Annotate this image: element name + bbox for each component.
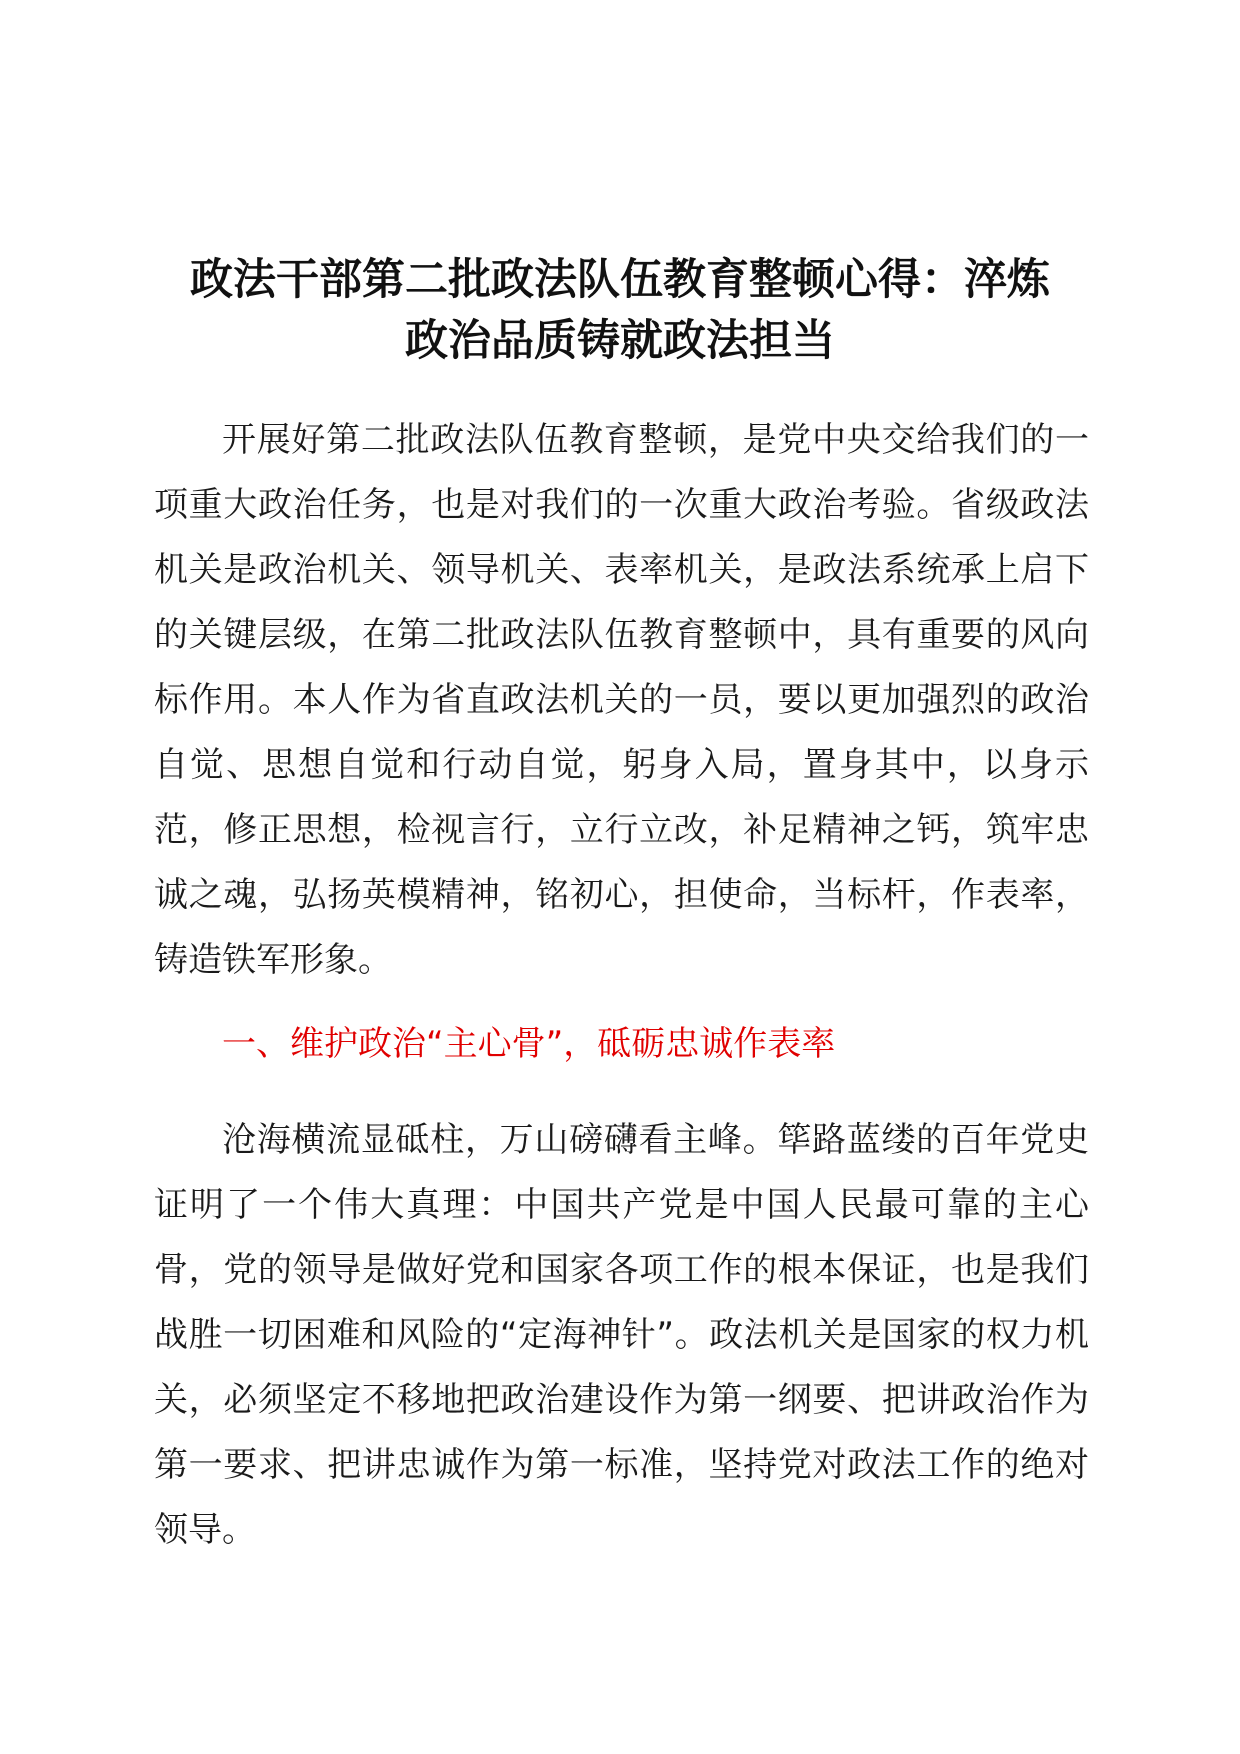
intro-paragraph: 开展好第二批政法队伍教育整顿，是党中央交给我们的一项重大政治任务，也是对我们的一次重大政治考验。省级政法机关是政治机关、领导机关、表率机关，是政法系统承上启下的关键层级，在第二批政法队伍教育整顿中，具有重要的风向标作用。本人作为省直政法机关的一员，要以更加强烈的政治自觉、思想自觉和行动自觉，躬身入局，置身其中，以身示范，修正思想，检视言行，立行立改，补足精神之钙，筑牢忠诚之魂，弘扬英模精神，铭初心，担使命，当标杆，作表率，铸造铁军形象。 bbox=[154, 420, 1089, 980]
document-title bbox=[120, 250, 1120, 372]
section-1-paragraph: 沧海横流显砥柱，万山磅礴看主峰。筚路蓝缕的百年党史证明了一个伟大真理：中国共产党是中国人民最可靠的主心骨，党的领导是做好党和国家各项工作的根本保证，也是我们战胜一切困难和风险的“定海神针”。政法机关是国家的权力机关，必须坚定不移地把政治建设作为第一纲要、把讲政治作为第一要求、把讲忠诚作为第一标准，坚持党对政法工作的绝对领导。 bbox=[154, 1120, 1089, 1550]
document-title-line-1: 政法干部第二批政法队伍教育整顿心得：淬炼 bbox=[190, 255, 1050, 305]
document-title-line-2: 政治品质铸就政法担当 bbox=[405, 316, 835, 366]
section-1-heading: 一、维护政治“主心骨”，砥砺忠诚作表率 bbox=[222, 1024, 836, 1064]
